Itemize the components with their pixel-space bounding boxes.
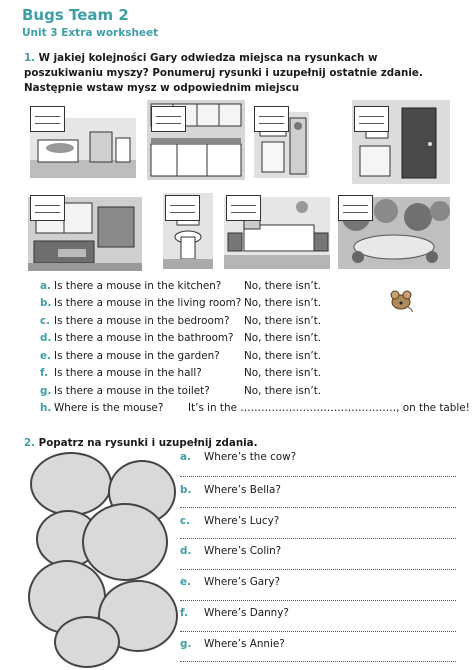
task2-question: e. Where’s Gary?	[180, 576, 281, 588]
answer-line[interactable]	[180, 569, 456, 570]
question-row: f. Is there a mouse in the hall? No, there isn’t.	[40, 367, 322, 379]
answer-line[interactable]	[180, 538, 456, 539]
number-box-5[interactable]	[30, 195, 65, 221]
task2-instruction	[24, 437, 258, 449]
task1-instruction	[24, 51, 454, 96]
answer-line[interactable]	[180, 507, 456, 508]
task2-question: f. Where’s Danny?	[180, 607, 289, 619]
number-box-6[interactable]	[165, 195, 200, 221]
number-box-3[interactable]	[254, 106, 289, 132]
worksheet-subtitle: Unit 3 Extra worksheet	[22, 27, 159, 39]
number-box-8[interactable]	[338, 195, 373, 221]
task2-question: c. Where’s Lucy?	[180, 515, 280, 527]
task2-question: g. Where’s Annie?	[180, 638, 285, 650]
question-row: c. Is there a mouse in the bedroom? No, there isn’t.	[40, 315, 322, 327]
task2-text: Popatrz na rysunki i uzupełnij zdania.	[38, 437, 258, 449]
answer-line[interactable]	[180, 661, 456, 662]
task2-question: a. Where’s the cow?	[180, 451, 297, 463]
worksheet-title: Bugs Team 2	[22, 6, 129, 24]
answer-line[interactable]	[180, 631, 456, 632]
picture-bubble-7	[54, 616, 120, 668]
answer-line[interactable]	[180, 476, 456, 477]
mouse-icon[interactable]	[388, 288, 414, 312]
task2-question: d. Where’s Colin?	[180, 545, 282, 557]
task2-number: 2.	[24, 437, 36, 449]
number-box-4[interactable]	[354, 106, 389, 132]
answer-blank[interactable]: It’s in the ………………………………………, on the table!	[188, 402, 470, 414]
number-box-7[interactable]	[226, 195, 261, 221]
question-row: e. Is there a mouse in the garden? No, there isn’t.	[40, 350, 322, 362]
number-box-1[interactable]	[30, 106, 65, 132]
question-row: g. Is there a mouse in the toilet? No, there isn’t.	[40, 385, 322, 397]
picture-bubble-1	[30, 452, 112, 516]
task1-number: 1.	[24, 52, 36, 64]
task2-question: b. Where’s Bella?	[180, 484, 281, 496]
task1-text: W jakiej kolejności Gary odwiedza miejsca na rysunkach w poszukiwaniu myszy? Ponumeruj rysunki i uzupełnij ostatnie zdanie. Następnie wstaw mysz w odpowiednim miejscu	[24, 52, 423, 94]
answer-line[interactable]	[180, 600, 456, 601]
question-row: d. Is there a mouse in the bathroom? No, there isn’t.	[40, 332, 322, 344]
question-row: b. Is there a mouse in the living room? No, there isn’t.	[40, 297, 322, 309]
number-box-2[interactable]	[151, 106, 186, 132]
question-row: a. Is there a mouse in the kitchen? No, there isn’t.	[40, 280, 322, 292]
question-row-final: h. Where is the mouse? It’s in the ………………………………………, on the table!	[40, 402, 470, 414]
picture-bubble-4	[82, 503, 168, 581]
